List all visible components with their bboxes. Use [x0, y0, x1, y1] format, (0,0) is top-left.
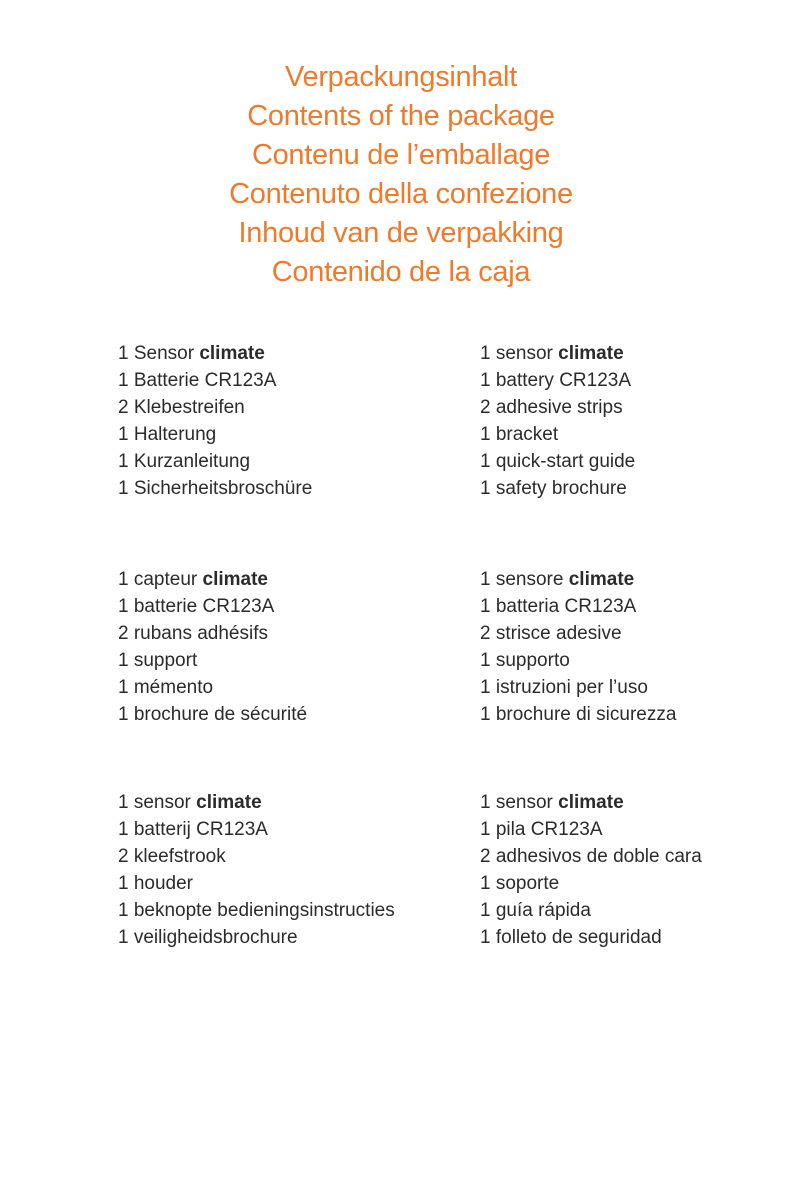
- list-item: 1 support: [118, 650, 198, 671]
- list-item: 1 brochure de sécurité: [118, 704, 308, 725]
- title-italian: Contenuto della confezione: [229, 178, 573, 210]
- package-contents-titles: [0, 58, 802, 292]
- title-french: Contenu de l’emballage: [251, 139, 551, 171]
- sensor-label: 1 capteur: [118, 569, 203, 590]
- list-item-sensor: [118, 566, 458, 593]
- list-item: 1 bracket: [480, 424, 559, 445]
- brand-name: climate: [199, 343, 265, 364]
- list-item: 1 guía rápida: [480, 900, 591, 921]
- list-item: 1 istruzioni per l’uso: [480, 677, 648, 698]
- title-dutch: Inhoud van de verpakking: [238, 217, 564, 249]
- sensor-label: 1 sensor: [480, 792, 559, 813]
- list-item: 1 batteria CR123A: [480, 596, 637, 617]
- list-item: 1 quick-start guide: [480, 451, 636, 472]
- list-item: 1 battery CR123A: [480, 370, 632, 391]
- contents-list-dutch: [118, 789, 458, 951]
- contents-list-italian: [480, 566, 802, 728]
- list-item: 1 Halterung: [118, 424, 217, 445]
- list-item: 1 brochure di sicurezza: [480, 704, 677, 725]
- list-item: 1 Batterie CR123A: [118, 370, 277, 391]
- list-item-sensor: [118, 340, 458, 367]
- list-item: 1 safety brochure: [480, 478, 627, 499]
- list-item: 1 soporte: [480, 873, 560, 894]
- list-item: 1 Sicherheitsbroschüre: [118, 478, 313, 499]
- sensor-label: 1 sensor: [118, 792, 197, 813]
- list-item: 1 veiligheidsbrochure: [118, 927, 298, 948]
- brand-name: climate: [568, 569, 635, 590]
- list-item: 2 kleefstrook: [118, 846, 226, 867]
- sensor-label: 1 sensor: [480, 343, 559, 364]
- contents-list-spanish: [480, 789, 802, 951]
- title-spanish: Contenido de la caja: [271, 256, 531, 288]
- list-item: 2 strisce adesive: [480, 623, 622, 644]
- list-item: 1 batterie CR123A: [118, 596, 275, 617]
- list-item-sensor: [118, 789, 458, 816]
- brand-name: climate: [196, 792, 262, 813]
- brand-name: climate: [558, 792, 624, 813]
- brand-name: climate: [202, 569, 268, 590]
- list-item: 1 batterij CR123A: [118, 819, 268, 840]
- contents-list-english: [480, 340, 802, 502]
- title-english: Contents of the package: [247, 100, 555, 132]
- title-german: Verpackungsinhalt: [285, 61, 517, 93]
- contents-list-french: [118, 566, 458, 728]
- list-item: 2 rubans adhésifs: [118, 623, 268, 644]
- contents-list-german: [118, 340, 458, 502]
- list-item-sensor: [480, 340, 802, 367]
- list-item: 2 adhesivos de doble cara: [480, 846, 702, 867]
- brand-name: climate: [558, 343, 624, 364]
- list-item: 1 houder: [118, 873, 194, 894]
- list-item: 2 Klebestreifen: [118, 397, 245, 418]
- sensor-label: 1 sensore: [480, 569, 569, 590]
- list-item: 1 pila CR123A: [480, 819, 603, 840]
- sensor-label: 1 Sensor: [118, 343, 200, 364]
- list-item: 1 mémento: [118, 677, 214, 698]
- list-item-sensor: [480, 789, 802, 816]
- list-item: 1 Kurzanleitung: [118, 451, 251, 472]
- list-item: 2 adhesive strips: [480, 397, 623, 418]
- list-item: 1 folleto de seguridad: [480, 927, 662, 948]
- list-item-sensor: [480, 566, 802, 593]
- list-item: 1 supporto: [480, 650, 570, 671]
- list-item: 1 beknopte bedieningsinstructies: [118, 900, 395, 921]
